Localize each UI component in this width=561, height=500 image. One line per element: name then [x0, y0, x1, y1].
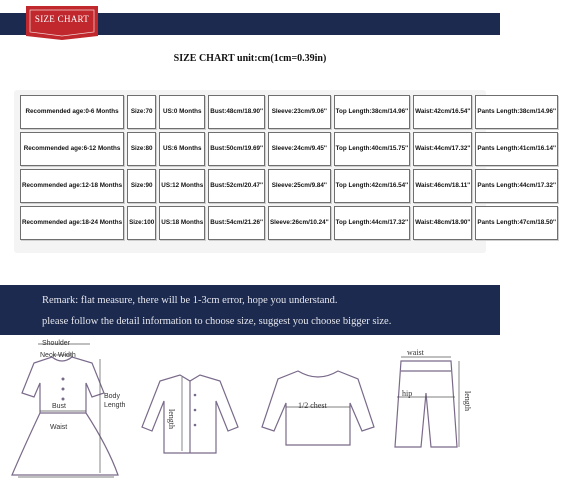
table-cell: Bust:54cm/21.26'': [208, 206, 265, 240]
table-cell: Size:70: [127, 95, 156, 129]
table-cell: Waist:42cm/16.54'': [413, 95, 472, 129]
table-cell: Size:80: [127, 132, 156, 166]
shirt-length-label: length: [167, 409, 176, 429]
table-cell: Bust:52cm/20.47'': [208, 169, 265, 203]
table-cell: Top Length:42cm/16.54'': [334, 169, 411, 203]
table-cell: Bust:48cm/18.90'': [208, 95, 265, 129]
table-cell: Top Length:38cm/14.96'': [334, 95, 411, 129]
sweater-diagram: [258, 335, 378, 500]
dress-neck-width-label: Neck Width: [40, 352, 76, 359]
table-cell: Recommended age:18-24 Months: [20, 206, 124, 240]
table-row: [20, 169, 558, 203]
dress-bust-label: Bust: [52, 403, 67, 410]
table-cell: Pants Length:41cm/16.14'': [475, 132, 558, 166]
remark-band: [0, 285, 500, 335]
sweater-chest-label: 1/2 chest: [298, 401, 327, 410]
table-cell: Sleeve:23cm/9.06'': [268, 95, 331, 129]
table-cell: Waist:48cm/18.90'': [413, 206, 472, 240]
table-row: [20, 95, 558, 129]
table-cell: Pants Length:47cm/18.50'': [475, 206, 558, 240]
table-cell: Waist:44cm/17.32'': [413, 132, 472, 166]
dress-shoulder-label: Shoulder: [42, 340, 71, 347]
measurement-diagrams: [0, 335, 500, 500]
table-cell: Top Length:44cm/17.32'': [334, 206, 411, 240]
table-cell: Size:100: [127, 206, 156, 240]
dress-length-label: Length: [104, 402, 126, 409]
remark-line-1: Remark: flat measure, there will be 1-3cm error, hope you understand.: [42, 295, 338, 306]
table-cell: Recommended age:0-6 Months: [20, 95, 124, 129]
pants-diagram: [385, 335, 485, 500]
remark-line-2: please follow the detail information to choose size, suggest you choose bigger size.: [42, 316, 392, 327]
page-title: SIZE CHART unit:cm(1cm=0.39in): [173, 53, 327, 64]
table-cell: Top Length:40cm/15.75'': [334, 132, 411, 166]
table-cell: Pants Length:44cm/17.32'': [475, 169, 558, 203]
banner-label: SIZE CHART: [34, 14, 90, 24]
table-cell: Size:90: [127, 169, 156, 203]
table-cell: Recommended age:6-12 Months: [20, 132, 124, 166]
table-cell: US:18 Months: [159, 206, 205, 240]
shirt-diagram: [140, 335, 250, 500]
table-row: [20, 206, 558, 240]
pants-waist-label: waist: [407, 348, 424, 357]
size-table: [17, 92, 561, 243]
pants-length-label: length: [463, 391, 472, 411]
table-cell: Sleeve:26cm/10.24'': [268, 206, 331, 240]
dress-waist-label: Waist: [50, 424, 68, 431]
table-cell: Pants Length:38cm/14.96'': [475, 95, 558, 129]
dress-body-label: Body: [104, 393, 120, 400]
table-cell: US:0 Months: [159, 95, 205, 129]
table-cell: US:6 Months: [159, 132, 205, 166]
table-cell: Waist:46cm/18.11'': [413, 169, 472, 203]
size-table-panel: [14, 90, 557, 253]
table-cell: Bust:50cm/19.69'': [208, 132, 265, 166]
table-row: [20, 132, 558, 166]
table-cell: Sleeve:25cm/9.84'': [268, 169, 331, 203]
table-cell: Sleeve:24cm/9.45'': [268, 132, 331, 166]
table-cell: Recommended age:12-18 Months: [20, 169, 124, 203]
pants-hip-label: hip: [402, 389, 413, 398]
table-cell: US:12 Months: [159, 169, 205, 203]
dress-diagram: [0, 335, 140, 500]
